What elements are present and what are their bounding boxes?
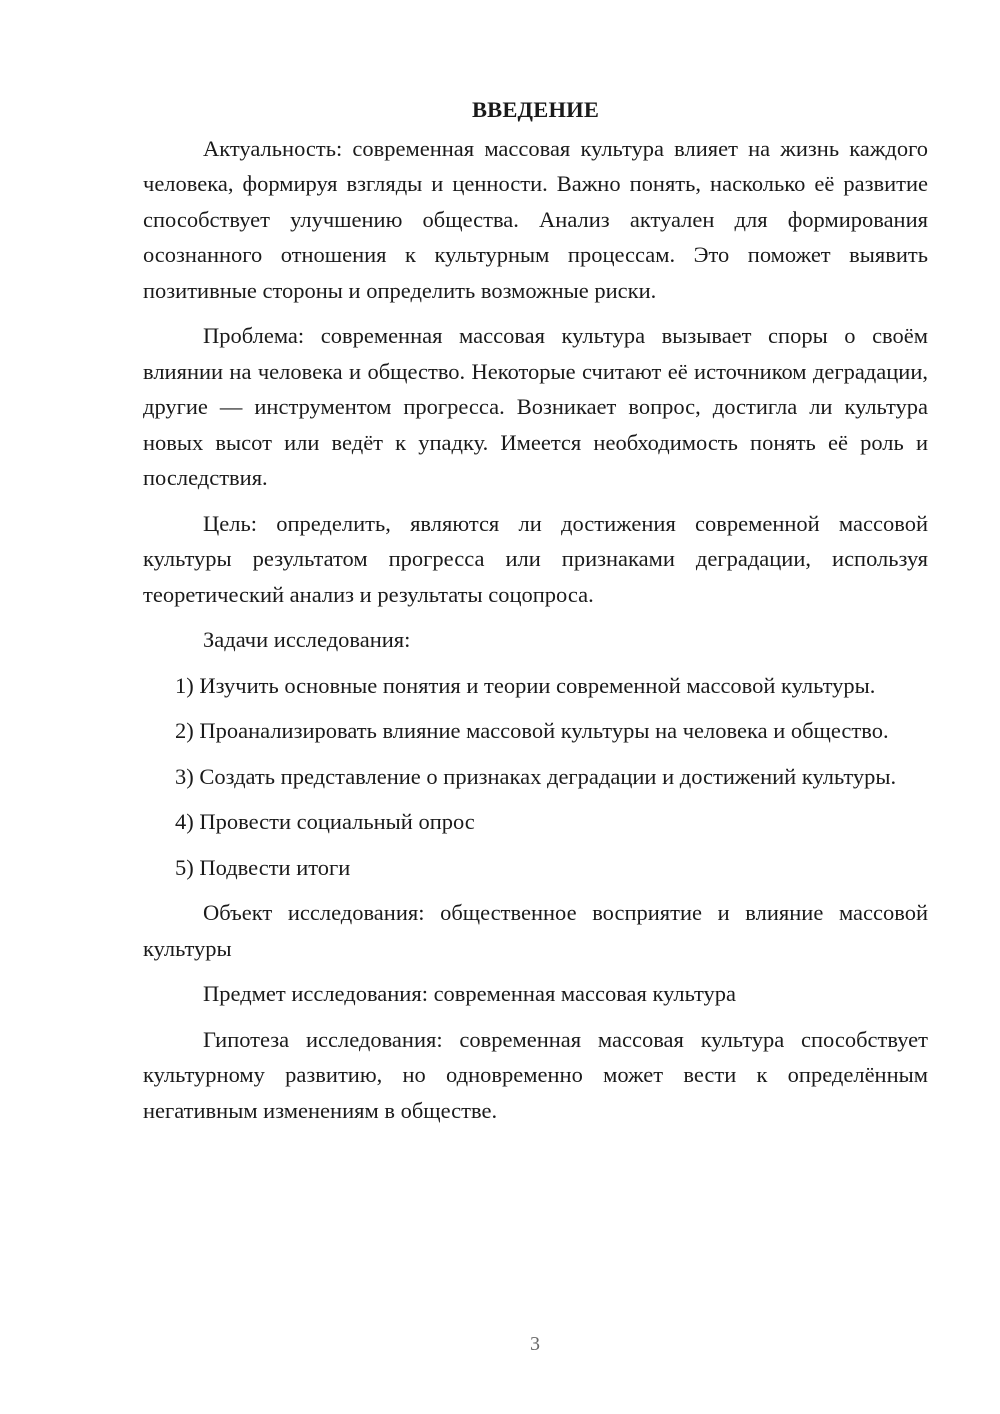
paragraph-problem: Проблема: современная массовая культура вызывает споры о своём влиянии на человека и общество. Некоторые считают её источником деградации, другие — инструментом прогресса. Возникает вопрос, достигла ли культура новых высот или ведёт к упадку. Имеется необходимость понять её роль и последствия. — [143, 323, 928, 490]
page-body — [143, 92, 928, 1128]
paragraph-goal: Цель: определить, являются ли достижения современной массовой культуры результатом прогресса или признаками деградации, используя теоретический анализ и результаты соцопроса. — [143, 510, 928, 607]
task-item-3: 3) Создать представление о признаках деградации и достижений культуры. — [175, 763, 897, 789]
paragraph-subject: Предмет исследования: современная массовая культура — [203, 981, 737, 1006]
paragraph-relevance: Актуальность: современная массовая культура влияет на жизнь каждого человека, формируя взгляды и ценности. Важно понять, насколько её развитие способствует улучшению общества. Анализ актуален для формирования осознанного отношения к культурным процессам. Это поможет выявить позитивные стороны и определить возможные риски. — [143, 135, 928, 303]
paragraph-object: Объект исследования: общественное восприятие и влияние массовой культуры — [143, 900, 928, 961]
tasks-heading: Задачи исследования: — [203, 627, 411, 652]
task-item-2: 2) Проанализировать влияние массовой культуры на человека и общество. — [175, 718, 889, 743]
task-item-5: 5) Подвести итоги — [175, 854, 351, 880]
section-title: ВВЕДЕНИЕ — [471, 97, 600, 122]
task-item-1: 1) Изучить основные понятия и теории современной массовой культуры. — [175, 672, 876, 698]
task-item-4: 4) Провести социальный опрос — [175, 809, 475, 834]
page-number: 3 — [530, 1333, 540, 1355]
paragraph-hypothesis: Гипотеза исследования: современная массовая культура способствует культурному развитию, но одновременно может вести к определённым негативным изменениям в обществе. — [143, 1026, 928, 1123]
